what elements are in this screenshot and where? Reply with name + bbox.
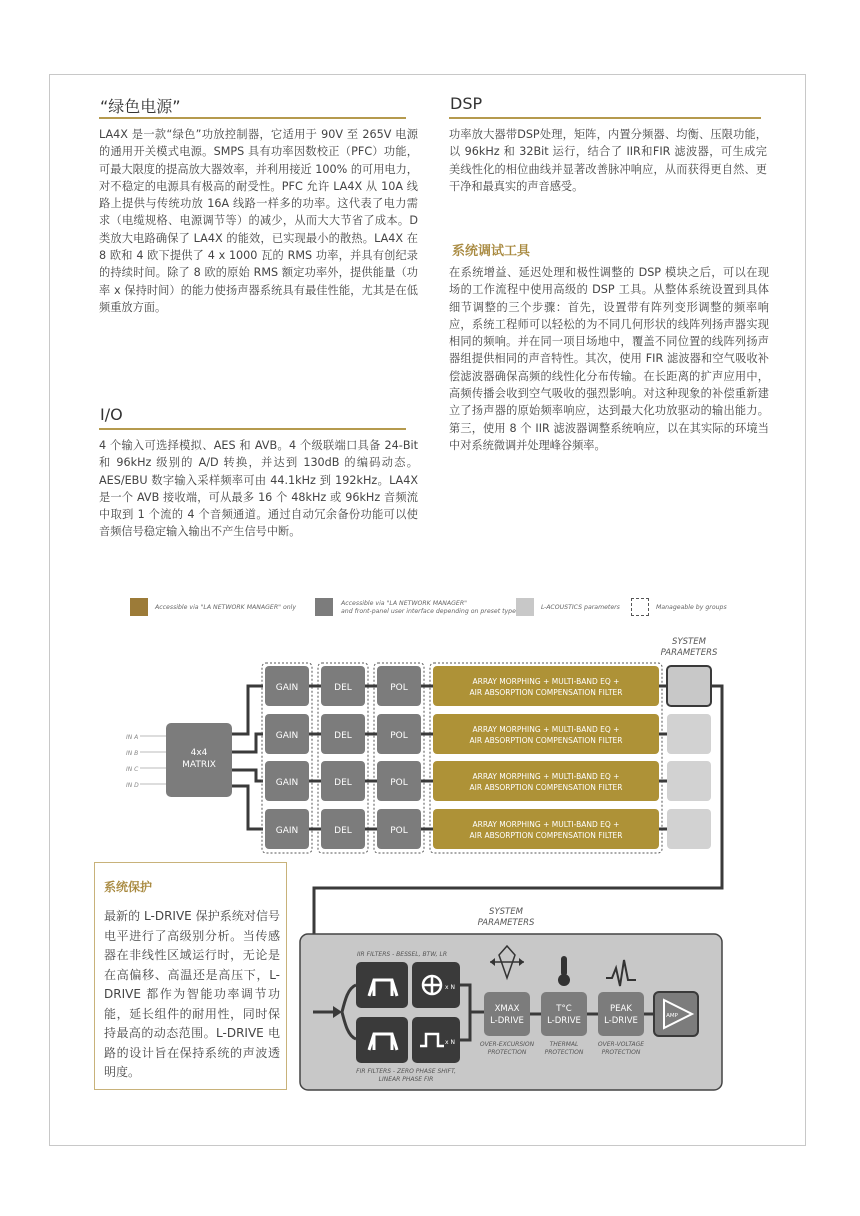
thermal-label-1: T°C: [556, 1004, 572, 1014]
polarity-label: POL: [390, 778, 408, 788]
io-title: I/O: [100, 405, 123, 424]
thermal-caption-1: THERMAL: [549, 1041, 579, 1048]
matrix-label-1: 4x4: [190, 748, 208, 758]
gain-label: GAIN: [275, 683, 299, 693]
filter-block: [433, 666, 659, 706]
iir-xn-label: x N: [445, 984, 455, 991]
polarity-label: POL: [390, 683, 408, 693]
input-d-label: IN D: [126, 782, 139, 789]
filter-block: [433, 761, 659, 801]
matrix-label-2: MATRIX: [182, 760, 216, 770]
polarity-label: POL: [390, 826, 408, 836]
filter-block: [433, 714, 659, 754]
filter-label-1: ARRAY MORPHING + MULTI-BAND EQ +: [472, 725, 620, 734]
xmax-label-1: XMAX: [494, 1004, 520, 1014]
chain-connectors: [309, 686, 667, 829]
system-params-lower-label-1: SYSTEM: [489, 907, 523, 917]
legend-label-lacoustics: L-ACOUSTICS parameters: [541, 604, 620, 611]
filter-label-2: AIR ABSORPTION COMPENSATION FILTER: [469, 831, 623, 840]
iir-type-block: [356, 962, 408, 1008]
peak-caption-1: OVER-VOLTAGE: [597, 1041, 645, 1048]
protection-title: 系统保护: [104, 880, 153, 894]
fir-filters-label-2: LINEAR PHASE FIR: [378, 1076, 434, 1083]
filter-label-1: ARRAY MORPHING + MULTI-BAND EQ +: [472, 677, 620, 686]
delay-label: DEL: [334, 826, 352, 836]
fir-filters-label-1: FIR FILTERS - ZERO PHASE SHIFT,: [356, 1068, 456, 1075]
filter-label-2: AIR ABSORPTION COMPENSATION FILTER: [469, 736, 623, 745]
polarity-label: POL: [390, 731, 408, 741]
filter-block: [433, 809, 659, 849]
dsp-body: 功率放大器带DSP处理，矩阵，内置分频器、均衡、压限功能，以 96kHz 和 32Bit 运行，结合了 IIR和FIR 滤波器，可生成完美线性化的相位曲线并显著改善脉冲响应，从而获得更自然、更干净和最真实的声音感受。: [449, 128, 767, 193]
io-body: 4 个输入可选择模拟、AES 和 AVB。4 个级联端口具备 24-Bit 和 96kHz 级别的 A/D 转换，并达到 130dB 的编码动态。AES/EBU 数字输入采样频率可由 44.1kHz 到 192kHz。LA4X 是一个 AVB 接收端，可从最多 16 个 48kHz 或 96kHz 音频流中取到 1 个流的 4 个音频通道。通过自动冗余备份功能可以使音频信号稳定输入输出不产生信号中断。: [99, 439, 418, 539]
legend-label-network-only: Accessible via "LA NETWORK MANAGER" only: [155, 604, 297, 611]
filter-label-1: ARRAY MORPHING + MULTI-BAND EQ +: [472, 820, 620, 829]
green-power-title: “绿色电源”: [100, 97, 181, 116]
thermal-ldrive-block: [541, 992, 587, 1036]
xmax-caption-1: OVER-EXCURSION: [479, 1041, 535, 1048]
matrix-routing: [232, 686, 263, 829]
system-param-block: [667, 761, 711, 801]
system-params-label-2: PARAMETERS: [660, 648, 718, 658]
tools-body: 在系统增益、延迟处理和极性调整的 DSP 模块之后，可以在现场的工作流程中使用高级的 DSP 工具。从整体系统设置到具体细节调整的三个步骤：首先，设置带有阵列变形调整的频率响应，系统工程师可以轻松的为不同几何形状的线阵列扬声器实现相同的频响。并在同一项目场地中，覆盖不同位置的线阵列扬声器组提供相同的声音特性。其次，使用 FIR 滤波器和空气吸收补偿滤波器确保高频的线性化分布传输。在长距离的扩声应用中，高频传播会收到空气吸收的强烈影响。对这种现象的补偿重新建立了扬声器的原始频率响应，达到最大化功放驱动的输出能力。第三，使用 8 个 IIR 滤波器调整系统响应，以在其实际的环境当中对系统微调并处理峰谷频率。: [449, 266, 769, 452]
system-params-lower-label-2: PARAMETERS: [477, 918, 535, 928]
gain-label: GAIN: [275, 731, 299, 741]
protection-body: 最新的 L-DRIVE 保护系统对信号电平进行了高级别分析。当传感器在非线性区域运行时，无论是在高偏移、高温还是高压下，L-DRIVE 都作为智能功率调节功能，延长组件的耐用性，同时保持最高的动态范围。L-DRIVE 电路的设计旨在保持系统的声波透明度。: [104, 909, 280, 1079]
peak-label-1: PEAK: [610, 1004, 632, 1014]
filter-label-2: AIR ABSORPTION COMPENSATION FILTER: [469, 783, 623, 792]
peak-ldrive-block: [598, 992, 644, 1036]
gain-label: GAIN: [275, 826, 299, 836]
gain-label: GAIN: [275, 778, 299, 788]
channel-row: [265, 761, 711, 801]
legend-label-front-panel: Accessible via "LA NETWORK MANAGER": [341, 600, 467, 607]
input-c-label: IN C: [126, 766, 139, 773]
delay-label: DEL: [334, 778, 352, 788]
fir-xn-label: x N: [445, 1039, 455, 1046]
amp-label: AMP: [666, 1013, 678, 1019]
delay-label: DEL: [334, 731, 352, 741]
delay-label: DEL: [334, 683, 352, 693]
thermal-caption-2: PROTECTION: [544, 1049, 584, 1056]
filter-label-1: ARRAY MORPHING + MULTI-BAND EQ +: [472, 772, 620, 781]
system-param-block: [667, 809, 711, 849]
filter-label-2: AIR ABSORPTION COMPENSATION FILTER: [469, 688, 623, 697]
channel-row: [265, 714, 711, 754]
channel-row: [265, 666, 711, 706]
thermal-label-2: L-DRIVE: [547, 1016, 581, 1026]
green-power-body: LA4X 是一款“绿色”功放控制器，它适用于 90V 至 265V 电源的通用开关模式电源。SMPS 具有功率因数校正（PFC）功能，可最大限度的提高放大器效率，并利用接近 100% 的可用电力，对不稳定的电源具有极高的耐受性。PFC 允许 LA4X 从 10A 线路上提供与传统功放 16A 线路一样多的功率。这代表了电力需求（电缆规格、电源调节等）的减少，从而大大节省了成本。D 类放大电路确保了 LA4X 的能效，已实现最小的散热。LA4X 在 8 欧和 4 欧下提供了 4 x 1000 瓦的 RMS 功率，并具有创纪录的持续时间。除了 8 欧的原始 RMS 额定功率外，提供能量（功率 x 保持时间）的能力使扬声器系统具有最佳性能，尤其是在低频重放方面。: [99, 128, 418, 314]
legend-label-front-panel-2: and front-panel user interface depending on preset type: [341, 608, 516, 615]
input-b-label: IN B: [126, 750, 139, 757]
xmax-label-2: L-DRIVE: [490, 1016, 524, 1026]
channel-row: [265, 809, 711, 849]
input-lines: [140, 736, 166, 784]
system-param-block: [667, 666, 711, 706]
fir-type-block: [356, 1017, 408, 1063]
iir-filters-label: IIR FILTERS - BESSEL, BTW, LR: [357, 951, 447, 958]
legend-label-groups: Manageable by groups: [656, 604, 727, 611]
tools-title: 系统调试工具: [452, 244, 531, 259]
peak-label-2: L-DRIVE: [604, 1016, 638, 1026]
input-a-label: IN A: [126, 734, 139, 741]
peak-caption-2: PROTECTION: [601, 1049, 641, 1056]
dsp-title: DSP: [450, 94, 483, 113]
xmax-caption-2: PROTECTION: [487, 1049, 527, 1056]
xmax-ldrive-block: [484, 992, 530, 1036]
system-params-label-1: SYSTEM: [672, 637, 706, 647]
system-param-block: [667, 714, 711, 754]
